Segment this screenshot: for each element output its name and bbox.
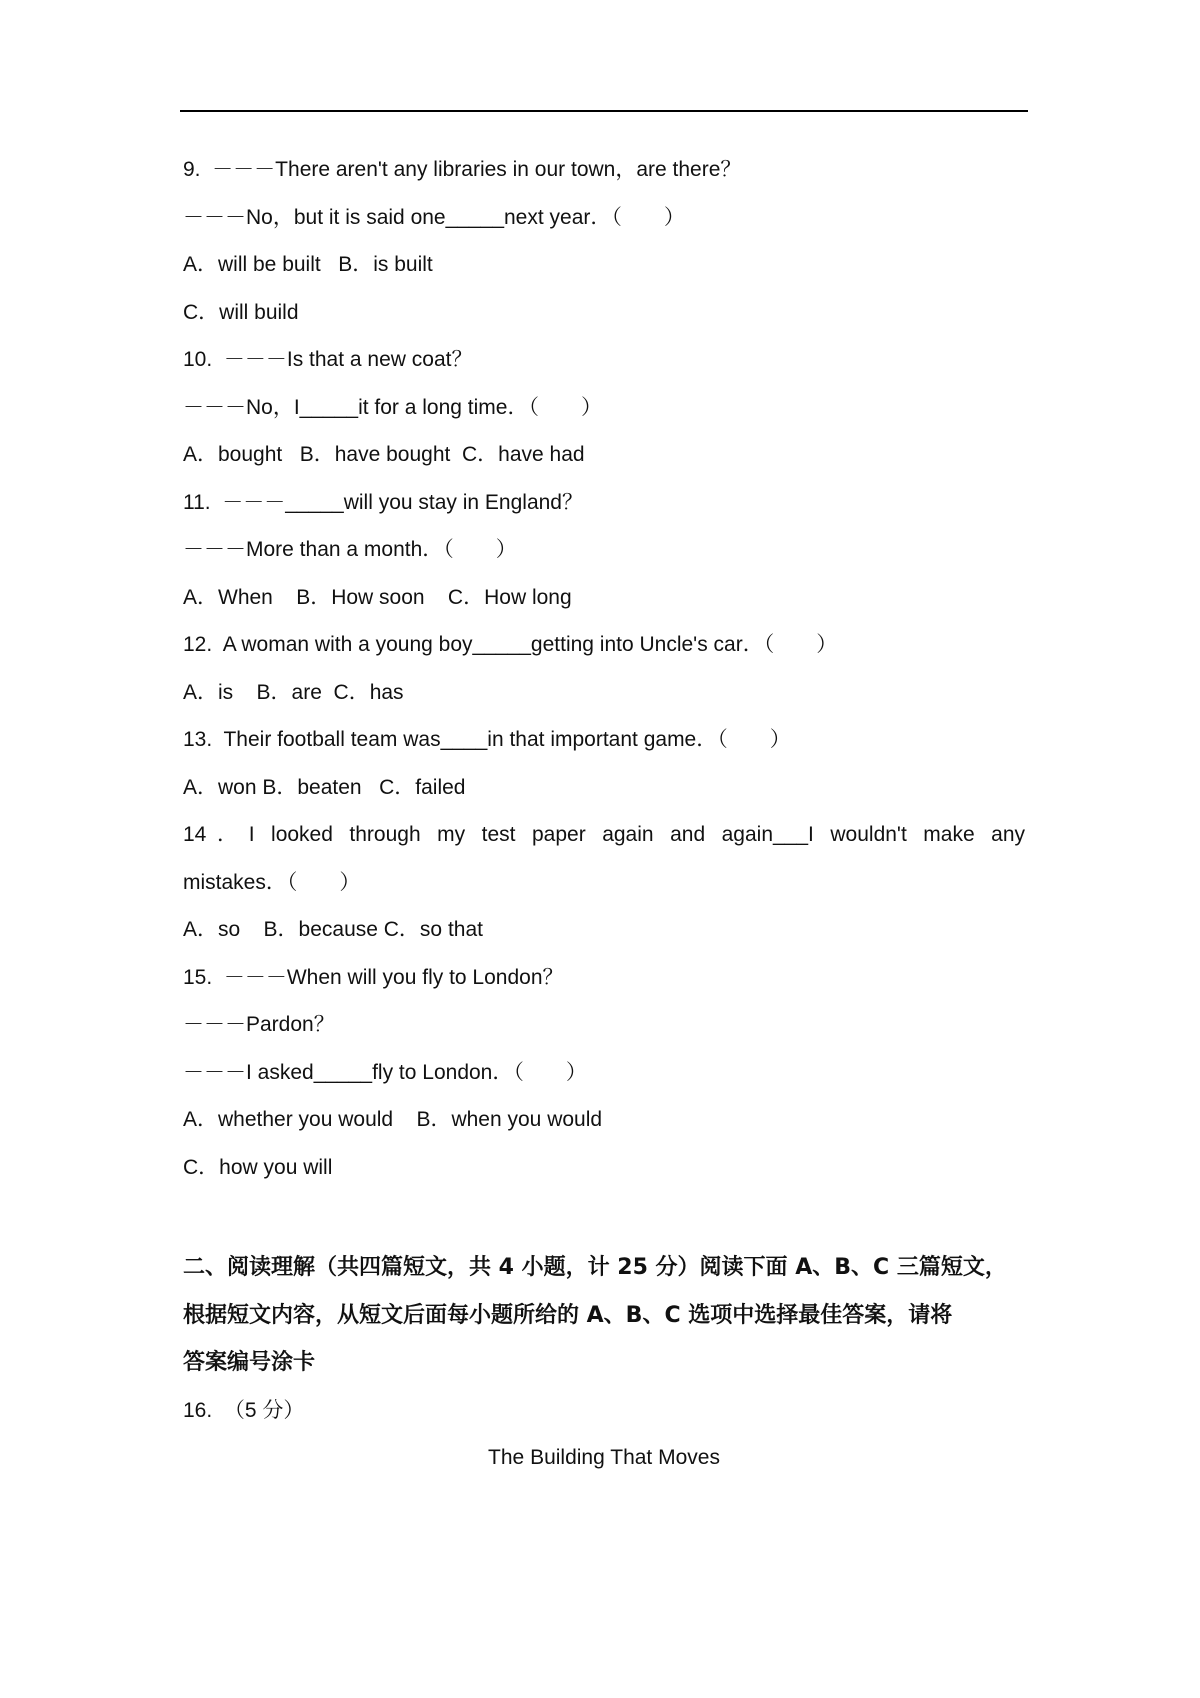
question-12-options: A．is B．are C．has <box>183 680 404 704</box>
passage-title: The Building That Moves <box>488 1446 720 1469</box>
question-13-options: A．won B．beaten C．failed <box>183 775 466 799</box>
section-two-heading-line3: 答案编号涂卡 <box>183 1350 316 1375</box>
question-10-stem: 10. －－－Is that a new coat？ <box>183 348 473 371</box>
question-15-stem: 15. －－－When will you fly to London？ <box>183 965 564 989</box>
question-9-option-c: C．will build <box>183 300 299 324</box>
question-9-options-ab: A．will be built B．is built <box>183 253 433 276</box>
question-11-options: A．When B．How soon C．How long <box>183 585 572 609</box>
question-15-reply-2: －－－I asked_____fly to London．（ ） <box>183 1060 587 1084</box>
question-16-label: 16. （5 分） <box>183 1398 305 1422</box>
question-15-options-ab: A．whether you would B．when you would <box>183 1108 603 1131</box>
question-15-option-c: C．how you will <box>183 1155 333 1179</box>
question-14-options: A．so B．because C．so that <box>183 918 483 941</box>
question-15-reply-1: －－－Pardon？ <box>183 1013 335 1036</box>
question-12-stem: 12. A woman with a young boy_____getting into Uncle's car．（ ） <box>183 633 838 656</box>
question-9-reply: －－－No，but it is said one_____next year．（ ） <box>183 205 685 229</box>
question-9-stem: 9. －－－There aren't any libraries in our town，are there？ <box>183 158 742 181</box>
section-two-heading-line2: 根据短文内容，从短文后面每小题所给的 A、B、C 选项中选择最佳答案，请将 <box>183 1302 953 1328</box>
question-11-reply: －－－More than a month．（ ） <box>183 538 517 561</box>
question-14-stem-line1: 14．I looked through my test paper again and again___I wouldn't make any <box>183 823 1025 846</box>
section-gap <box>183 1197 1025 1250</box>
section-two-heading-line1: 二、阅读理解（共四篇短文，共 4 小题，计 25 分）阅读下面 A、B、C 三篇短文， <box>183 1255 1007 1280</box>
question-13-stem: 13. Their football team was____in that important game．（ ） <box>183 728 791 751</box>
header-rule <box>180 110 1028 112</box>
question-10-options: A．bought B．have bought C．have had <box>183 443 585 466</box>
page-content <box>183 152 1025 1488</box>
question-14-stem-line2: mistakes．（ ） <box>183 870 361 894</box>
question-11-stem: 11. －－－_____will you stay in England？ <box>183 490 583 514</box>
question-10-reply: －－－No，I_____it for a long time．（ ） <box>183 395 602 419</box>
